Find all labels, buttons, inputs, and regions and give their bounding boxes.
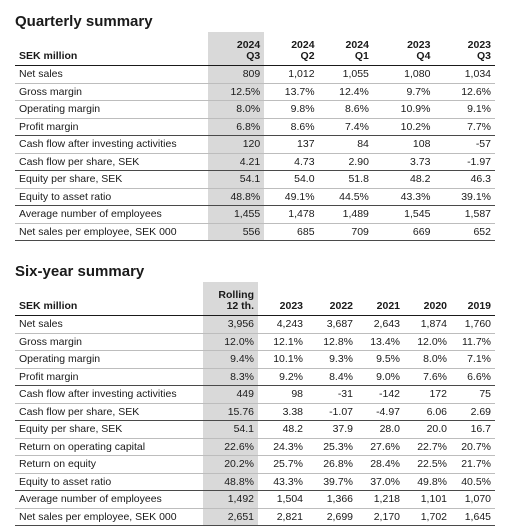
table-cell: 1,218	[357, 491, 404, 509]
table-cell: 8.6%	[290, 120, 315, 133]
table-cell: 1,366	[307, 491, 357, 509]
column-header: 2024 Q3	[208, 32, 264, 66]
table-row	[15, 136, 495, 154]
table-cell: 2,643	[357, 316, 404, 334]
six-year-summary-body	[15, 316, 495, 526]
table-cell: 15.76	[203, 403, 258, 421]
table-cell: 1,034	[434, 66, 495, 84]
table-cell: 16.7	[451, 421, 495, 439]
table-cell: 7.6%	[423, 370, 447, 383]
table-cell: 8.3%	[203, 368, 258, 386]
column-header: 2024 Q1	[319, 32, 373, 66]
table-cell: -142	[357, 386, 404, 404]
table-cell: 49.1%	[284, 190, 315, 203]
table-cell: 709	[319, 223, 373, 241]
table-cell: 9.0%	[376, 370, 400, 383]
table-cell: 3,687	[307, 316, 357, 334]
table-row	[15, 491, 495, 509]
table-cell: 28.4%	[357, 456, 404, 474]
table-cell: 24.3%	[258, 438, 307, 456]
table-row	[15, 368, 495, 386]
table-header-row	[15, 32, 495, 66]
table-cell: 51.8	[319, 171, 373, 189]
table-cell: 46.3	[434, 171, 495, 189]
row-label: Cash flow after investing activities	[15, 136, 208, 154]
table-cell: 37.9	[307, 421, 357, 439]
table-row	[15, 223, 495, 241]
table-cell: 809	[208, 66, 264, 84]
table-cell: 10.1%	[258, 351, 307, 369]
column-header: 2019	[451, 282, 495, 316]
table-cell: 48.2	[373, 171, 435, 189]
table-cell: 172	[404, 386, 451, 404]
table-cell: 6.6%	[467, 370, 491, 383]
column-header: 2023 Q3	[434, 32, 495, 66]
table-cell: 1,702	[404, 508, 451, 526]
table-cell: -31	[307, 386, 357, 404]
row-label: Equity to asset ratio	[19, 190, 112, 203]
table-cell: 7.4%	[344, 120, 369, 133]
table-cell: 6.8%	[208, 118, 264, 136]
table-cell: 1,055	[319, 66, 373, 84]
table-cell: 1,760	[451, 316, 495, 334]
table-cell: 2,651	[203, 508, 258, 526]
table-cell: 120	[208, 136, 264, 154]
table-row	[15, 83, 495, 101]
table-cell: 669	[373, 223, 435, 241]
row-label: Average number of employees	[15, 206, 208, 224]
table-row	[15, 473, 495, 491]
table-row	[15, 351, 495, 369]
table-cell: 137	[264, 136, 318, 154]
six-year-summary-table	[15, 282, 495, 526]
table-cell: 48.8%	[203, 473, 258, 491]
row-label: Gross margin	[15, 83, 208, 101]
table-row	[15, 421, 495, 439]
unit-label: SEK million	[15, 282, 203, 316]
table-cell: 11.7%	[451, 333, 495, 351]
table-cell: 12.1%	[258, 333, 307, 351]
table-row	[15, 456, 495, 474]
table-cell: 3,956	[203, 316, 258, 334]
table-cell: 449	[203, 386, 258, 404]
table-cell: 48.8%	[208, 188, 264, 206]
table-cell: 75	[451, 386, 495, 404]
table-cell: 8.0%	[208, 101, 264, 119]
table-row	[15, 438, 495, 456]
table-cell: 84	[319, 136, 373, 154]
table-cell: 685	[264, 223, 318, 241]
table-cell: 1,012	[264, 66, 318, 84]
table-cell: 8.4%	[329, 370, 353, 383]
column-header: 2023 Q4	[373, 32, 435, 66]
table-cell: 1,478	[264, 206, 318, 224]
table-cell: -1.97	[467, 155, 491, 168]
table-cell: 9.5%	[357, 351, 404, 369]
table-cell: 21.7%	[451, 456, 495, 474]
table-cell: 9.8%	[264, 101, 318, 119]
row-label: Net sales per employee, SEK 000	[15, 223, 208, 241]
table-cell: 10.2%	[400, 120, 431, 133]
row-label: Net sales	[15, 316, 203, 334]
table-cell: 48.2	[258, 421, 307, 439]
table-row	[15, 118, 495, 136]
table-cell: 1,070	[451, 491, 495, 509]
quarterly-summary-body	[15, 66, 495, 241]
table-row	[15, 333, 495, 351]
table-cell: 1,587	[434, 206, 495, 224]
table-cell: 54.0	[264, 171, 318, 189]
table-cell: 39.1%	[461, 190, 491, 203]
table-cell: 2.69	[470, 405, 491, 418]
table-row	[15, 206, 495, 224]
six-year-summary-section	[15, 262, 495, 526]
table-row	[15, 188, 495, 206]
table-cell: 1,080	[373, 66, 435, 84]
row-label: Gross margin	[15, 333, 203, 351]
table-row	[15, 316, 495, 334]
table-cell: 1,504	[258, 491, 307, 509]
row-label: Return on operating capital	[15, 438, 203, 456]
table-cell: 9.1%	[434, 101, 495, 119]
table-cell: 9.3%	[307, 351, 357, 369]
table-cell: 1,489	[319, 206, 373, 224]
table-cell: 49.8%	[417, 475, 447, 488]
table-cell: 9.4%	[203, 351, 258, 369]
table-cell: -57	[434, 136, 495, 154]
quarterly-summary-title: Quarterly summary	[15, 13, 153, 30]
row-label: Cash flow after investing activities	[15, 386, 203, 404]
table-cell: 20.2%	[203, 456, 258, 474]
table-cell: 4.73	[294, 155, 315, 168]
table-cell: 37.0%	[370, 475, 400, 488]
table-cell: -4.97	[376, 405, 400, 418]
table-cell: 4,243	[258, 316, 307, 334]
table-cell: 2,699	[307, 508, 357, 526]
table-cell: 9.2%	[279, 370, 303, 383]
table-cell: 27.6%	[357, 438, 404, 456]
table-cell: 2,821	[258, 508, 307, 526]
table-cell: 12.0%	[404, 333, 451, 351]
column-header: 2023	[258, 282, 307, 316]
table-cell: 43.3%	[400, 190, 431, 203]
table-header-row	[15, 282, 495, 316]
table-cell: 20.0	[404, 421, 451, 439]
table-cell: 1,101	[404, 491, 451, 509]
table-row	[15, 508, 495, 526]
row-label: Equity per share, SEK	[15, 421, 203, 439]
row-label: Cash flow per share, SEK	[19, 405, 140, 418]
row-label: Average number of employees	[15, 491, 203, 509]
table-cell: 25.7%	[258, 456, 307, 474]
table-cell: 108	[373, 136, 435, 154]
quarterly-summary-section	[15, 12, 495, 241]
table-cell: 12.8%	[307, 333, 357, 351]
six-year-summary-title: Six-year summary	[15, 263, 145, 280]
table-cell: 3.73	[410, 155, 431, 168]
table-cell: 6.06	[426, 405, 447, 418]
quarterly-summary-table	[15, 32, 495, 241]
table-row	[15, 66, 495, 84]
table-cell: 12.5%	[208, 83, 264, 101]
table-cell: 98	[258, 386, 307, 404]
column-header: 2024 Q2	[264, 32, 318, 66]
column-header: 2021	[357, 282, 404, 316]
table-cell: 7.1%	[451, 351, 495, 369]
table-cell: 1,545	[373, 206, 435, 224]
table-cell: 13.7%	[264, 83, 318, 101]
row-label: Operating margin	[15, 101, 208, 119]
table-cell: 22.7%	[404, 438, 451, 456]
row-label: Operating margin	[15, 351, 203, 369]
row-label: Cash flow per share, SEK	[19, 155, 140, 168]
row-label: Equity per share, SEK	[15, 171, 208, 189]
table-cell: 10.9%	[373, 101, 435, 119]
table-cell: 1,492	[203, 491, 258, 509]
row-label: Profit margin	[19, 120, 79, 133]
row-label: Equity to asset ratio	[19, 475, 112, 488]
row-label: Net sales per employee, SEK 000	[15, 508, 203, 526]
table-row	[15, 153, 495, 171]
table-cell: 22.5%	[404, 456, 451, 474]
column-header: Rolling 12 th.	[203, 282, 258, 316]
table-cell: 26.8%	[307, 456, 357, 474]
table-cell: 40.5%	[461, 475, 491, 488]
table-row	[15, 386, 495, 404]
table-cell: 12.0%	[203, 333, 258, 351]
table-cell: 2,170	[357, 508, 404, 526]
table-cell: 1,645	[451, 508, 495, 526]
table-cell: 25.3%	[307, 438, 357, 456]
unit-label: SEK million	[15, 32, 208, 66]
table-row	[15, 171, 495, 189]
table-cell: 39.7%	[323, 475, 353, 488]
table-cell: 28.0	[357, 421, 404, 439]
table-cell: 1,455	[208, 206, 264, 224]
table-cell: 13.4%	[357, 333, 404, 351]
table-row	[15, 403, 495, 421]
table-cell: 54.1	[208, 171, 264, 189]
table-cell: 3.38	[282, 405, 303, 418]
table-cell: 4.21	[208, 153, 264, 171]
table-cell: 7.7%	[467, 120, 491, 133]
table-cell: 652	[434, 223, 495, 241]
table-cell: 54.1	[203, 421, 258, 439]
column-header: 2022	[307, 282, 357, 316]
table-cell: 2.90	[348, 155, 369, 168]
row-label: Profit margin	[19, 370, 79, 383]
table-cell: 8.0%	[404, 351, 451, 369]
row-label: Net sales	[15, 66, 208, 84]
row-label: Return on equity	[15, 456, 203, 474]
column-header: 2020	[404, 282, 451, 316]
table-cell: 12.6%	[434, 83, 495, 101]
table-cell: 556	[208, 223, 264, 241]
table-cell: 12.4%	[319, 83, 373, 101]
table-cell: 43.3%	[273, 475, 303, 488]
table-cell: 22.6%	[203, 438, 258, 456]
table-cell: 8.6%	[319, 101, 373, 119]
table-cell: 1,874	[404, 316, 451, 334]
table-cell: 9.7%	[373, 83, 435, 101]
table-cell: -1.07	[329, 405, 353, 418]
table-row	[15, 101, 495, 119]
table-cell: 20.7%	[451, 438, 495, 456]
table-cell: 44.5%	[339, 190, 369, 203]
